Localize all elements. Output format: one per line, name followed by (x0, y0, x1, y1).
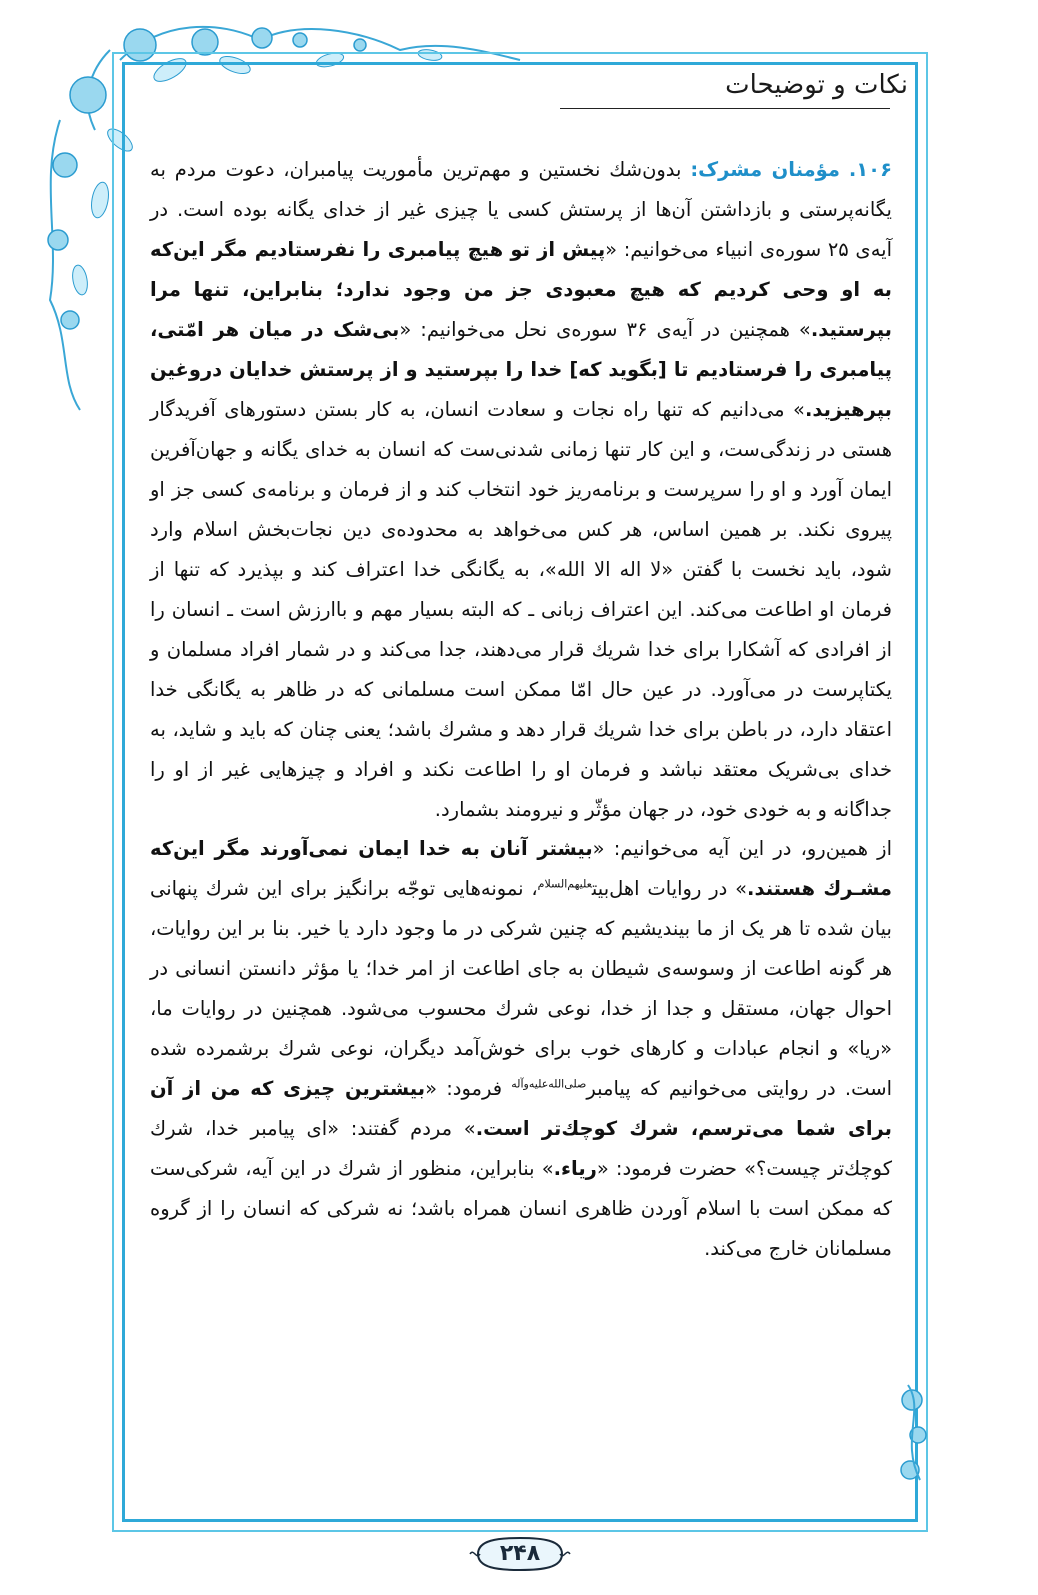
note-title: مؤمنان مشرک: (690, 158, 840, 181)
page-number-badge (468, 1534, 572, 1574)
honorific-ahlulbayt: علیهم‌السلام (537, 877, 592, 891)
text-span: از همين‌رو، در اين آيه می‌خوانيم: « (592, 837, 892, 861)
note-paragraph-2 (150, 829, 892, 1269)
quote-span: بی‌شک در ميان هر امّتی، پيامبری را فرستاديم تا [بگويد كه] خدا را بپرستيد و از پرستش خدايان دروغين بپرهيزيد. (150, 317, 892, 421)
quote-span: بيشترين چيزی كه من از آن برای شما می‌ترسم، شرك كوچك‌تر است. (150, 1077, 892, 1141)
text-span: بدون‌شك نخستين و مهم‌ترين مأموريت پيامبران، دعوت مردم به يگانه‌پرستی و بازداشتن آن‌ها از پرستش كسی يا چيزی غير از خدای يگانه بوده است. در آيه‌ی ۲۵ سوره‌ی انبياء می‌خوانيم: « (150, 158, 892, 261)
note-paragraph-1 (150, 150, 892, 829)
text-span: » در روايات اهل‌بيت (591, 877, 748, 901)
text-span: ، نمونه‌هايی توجّه برانگيز برای اين شرك پنهانی بيان شده تا هر يک از ما بينديشيم كه چنين شركی در ما وجود دارد يا خير. بنا بر اين روايات، هر گونه اطاعت از وسوسه‌ی شيطان به جای اطاعت از امر خدا؛ يا مؤثر دانستن انسانی در احوال جهان، مستقل و جدا از خدا، نوعی شرك محسوب می‌شود. همچنين در روايات ما، «ريا» و انجام عبادات و كارهای خوب برای خوش‌آمد ديگران، نوعی شرك برشمرده شده است. در روايتی می‌خوانيم كه پيامبر (150, 877, 893, 1101)
header-rule (560, 108, 890, 109)
quote-span: بيشتر آنان به خدا ايمان نمی‌آورند مگر اين‌كه مشـرك هستند. (150, 837, 892, 901)
text-span: » بنابراين، منظور از شرك در اين آيه، شركی‌ست كه ممكن است با اسلام آوردن ظاهری انسان همراه باشد؛ نه شركی كه انسان را از گروه مسلمانان خارج می‌كند. (150, 1157, 892, 1261)
text-span: » همچنين در آيه‌ی ۳۶ سوره‌ی نحل می‌خوانيم: « (399, 317, 811, 341)
honorific-prophet: صلی‌الله‌علیه‌وآله (511, 1077, 587, 1091)
page-header-title: نکات و توضیحات (725, 70, 908, 100)
page-number: ۲۴۸ (499, 1541, 541, 1566)
note-content (150, 150, 892, 1269)
text-span: فرمود: « (425, 1077, 512, 1101)
text-span: » مردم گفتند: «ای پيامبر خدا، شرك كوچك‌تر چيست؟» حضرت فرمود: « (150, 1117, 893, 1181)
floral-ornament-bottom-right (880, 1380, 940, 1500)
quote-span: رياء. (553, 1157, 597, 1181)
note-number: ۱۰۶. (848, 158, 892, 181)
text-span: » می‌دانيم كه تنها راه نجات و سعادت انسان، به كار بستن دستورهای آفريدگار هستی در زندگی‌ست، و اين كار تنها زمانی شدنی‌ست كه انسان به خدای يگانه و جهان‌آفرين ايمان آورد و او را سرپرست و برنامه‌ريز خود انتخاب كند و از فرمان و برنامه‌ی كسی جز او پيروی نكند. بر همين اساس، هر كس می‌خواهد به محدوده‌ی دين نجات‌بخش اسلام وارد شود، بايد نخست با گفتن «لا اله الا الله»، به يگانگی خدا اعتراف كند و بپذيرد كه تنها از فرمان او اطاعت می‌كند. اين اعتراف زبانی ـ كه البته بسيار مهم و باارزش است ـ انسان را از افرادی كه آشكارا برای خدا شريك قرار می‌دهند، جدا می‌كند و در شمار افراد مسلمان و يكتاپرست در می‌آورد. در عين حال امّا ممكن است مسلمانی كه در ظاهر به يگانگی خدا اعتقاد دارد، در باطن برای خدا شريك قرار دهد و مشرك باشد؛ يعنی چنان كه بايد و شايد، به خدای بی‌شريک معتقد نباشد و فرمان او را اطاعت نكند و افراد و چيزهايی غير از او را جداگانه و به خودی خود، در جهان مؤثّر و نيرومند بشمارد. (150, 397, 892, 821)
quote-span: پيش از تو هيچ پيامبری را نفرستاديم مگر اين‌كه به او وحی كرديم كه هيچ معبودی جز من وجود ندارد؛ بنابراين، تنها مرا بپرستيد. (150, 237, 892, 341)
